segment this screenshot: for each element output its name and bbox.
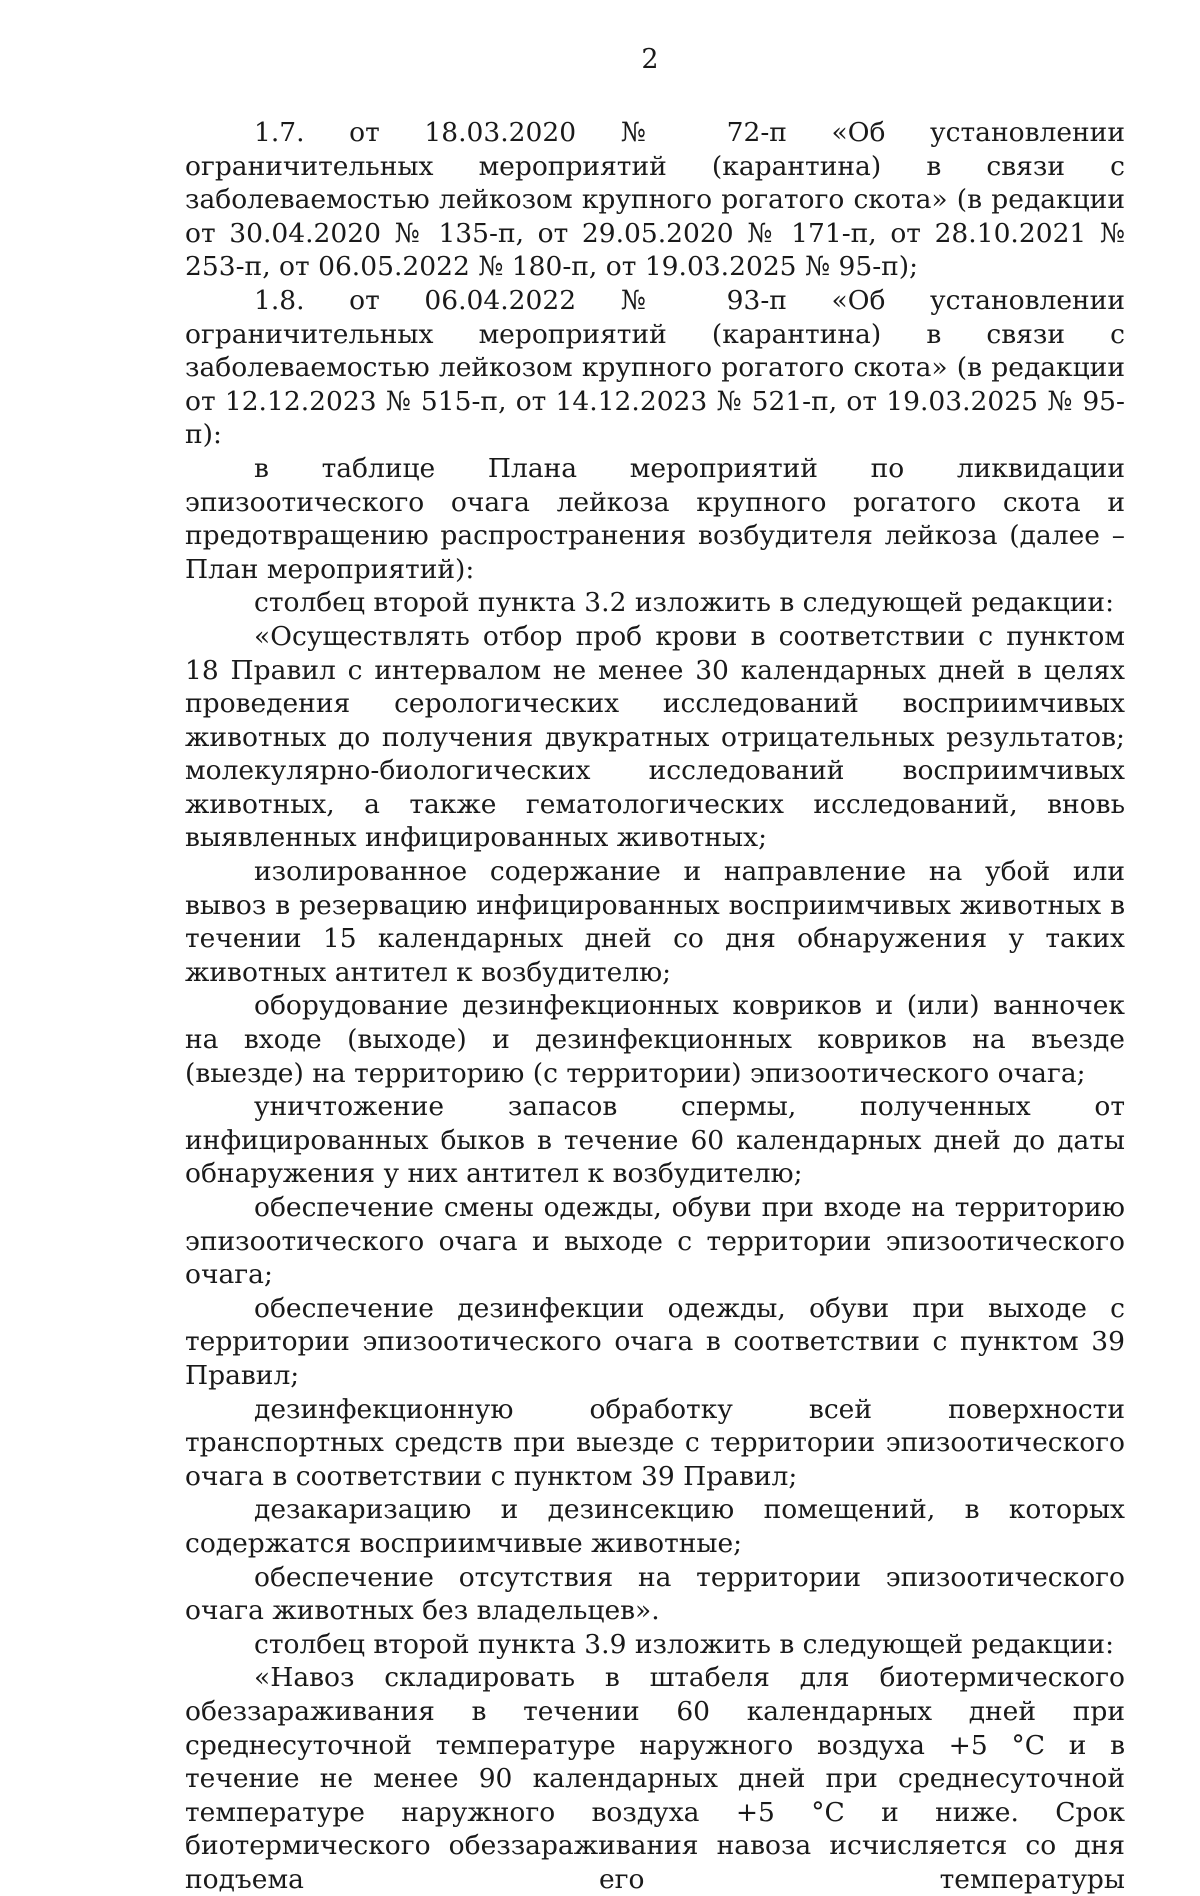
paragraph-clothing-change: обеспечение смены одежды, обуви при входе на территорию эпизоотического очага и выходе с территории эпизоотического очага; [185, 1192, 1125, 1291]
paragraph-stray-animals: обеспечение отсутствия на территории эпизоотического очага животных без владельцев». [185, 1561, 1125, 1627]
paragraph-sperm-destruction: уничтожение запасов спермы, полученных от инфицированных быков в течение 60 календарных дней до даты обнаружения у них антител к возбудителю; [185, 1091, 1125, 1190]
paragraph-isolation: изолированное содержание и направление на убой или вывоз в резервацию инфицированных восприимчивых животных в течении 15 календарных дней со дня обнаружения у таких животных антител к возбудителю; [185, 856, 1125, 988]
document-body [185, 116, 1125, 1896]
paragraph-blood-sampling: «Осуществлять отбор проб крови в соответствии с пунктом 18 Правил с интервалом не менее 30 календарных дней в целях проведения серологических исследований восприимчивых животных до получения двукратных отрицательных результатов; молекулярно-биологических исследований восприимчивых животных, а также гематологических исследований, вновь выявленных инфицированных животных; [185, 620, 1125, 854]
page-number: 2 [641, 44, 659, 75]
paragraph-manure-storage: «Навоз складировать в штабеля для биотермического обеззараживания в течении 60 календарных дней при среднесуточной температуре наружного воздуха +5 °С и в течение не менее 90 календарных дней при среднесуточной температуре наружного воздуха +5 °С и ниже. Срок биотермического обеззараживания навоза исчисляется со дня подъема его температуры [185, 1662, 1125, 1895]
paragraph-plan-table: в таблице Плана мероприятий по ликвидации эпизоотического очага лейкоза крупного рогатого скота и предотвращению распространения возбудителя лейкоза (далее – План мероприятий): [185, 452, 1125, 585]
paragraph-disinfection-mats: оборудование дезинфекционных ковриков и (или) ванночек на входе (выходе) и дезинфекционных ковриков на въезде (выезде) на территорию (с территории) эпизоотического очага; [185, 990, 1125, 1089]
paragraph-vehicle-disinfection: дезинфекционную обработку всей поверхности транспортных средств при выезде с территории эпизоотического очага в соответствии с пунктом 39 Правил; [185, 1393, 1125, 1492]
paragraph-item-3-2-intro: столбец второй пункта 3.2 изложить в следующей редакции: [254, 587, 1115, 619]
paragraph-acaricide-treatment: дезакаризацию и дезинсекцию помещений, в которых содержатся восприимчивые животные; [185, 1494, 1125, 1559]
paragraph-1-8: 1.8. от 06.04.2022 № 93-п «Об установлении ограничительных мероприятий (карантина) в связи с заболеваемостью лейкозом крупного рогатого скота» (в редакции от 12.12.2023 № 515-п, от 14.12.2023 № 521-п, от 19.03.2025 № 95-п): [185, 284, 1125, 451]
paragraph-1-7: 1.7. от 18.03.2020 № 72-п «Об установлении ограничительных мероприятий (карантина) в связи с заболеваемостью лейкозом крупного рогатого скота» (в редакции от 30.04.2020 № 135-п, от 29.05.2020 № 171-п, от 28.10.2021 № 253-п, от 06.05.2022 № 180-п, от 19.03.2025 № 95-п); [185, 117, 1125, 283]
paragraph-item-3-9-intro: столбец второй пункта 3.9 изложить в следующей редакции: [254, 1628, 1115, 1660]
paragraph-clothing-disinfection: обеспечение дезинфекции одежды, обуви при выходе с территории эпизоотического очага в соответствии с пунктом 39 Правил; [185, 1292, 1125, 1391]
